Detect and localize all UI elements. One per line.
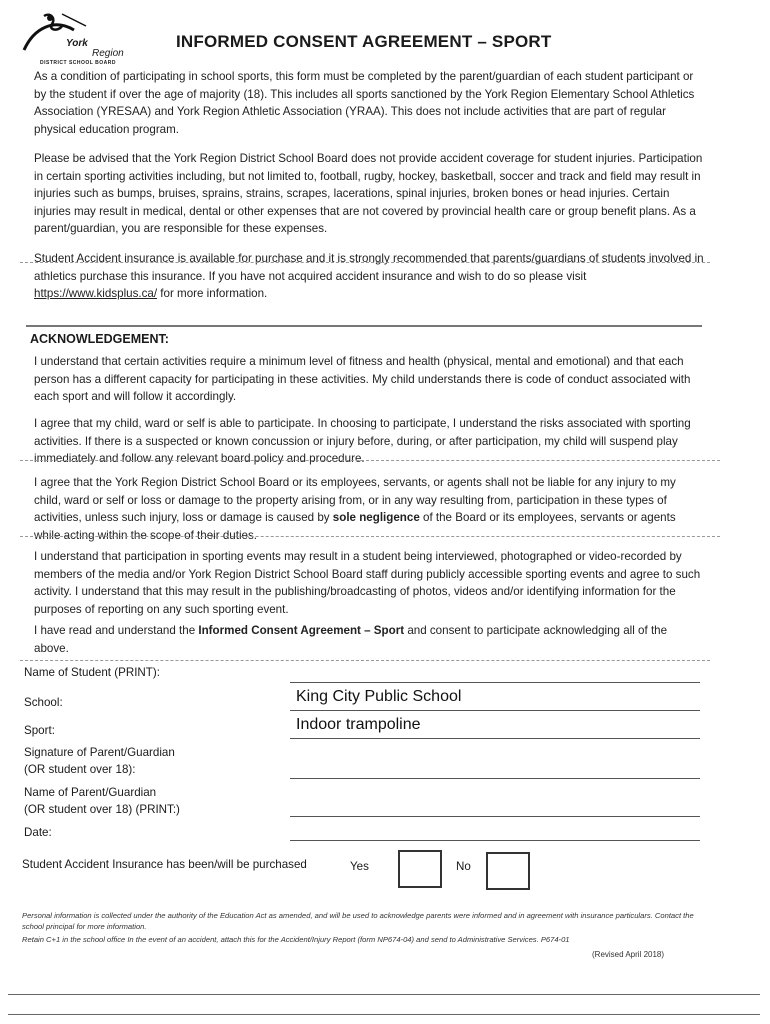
liability-text-after: of the Board or its employees, servants or agents while acting within the scope of their duties. (34, 511, 676, 542)
page-title: INFORMED CONSENT AGREEMENT – SPORT (176, 32, 552, 51)
school-value[interactable]: King City Public School (296, 688, 462, 705)
retention-notice: Retain C+1 in the school office In the event of an accident, attach this for the Accident/Injury Report (form NP674-04) and send to Administrative Services. P674-01 (22, 935, 570, 944)
student-name-field[interactable] (290, 682, 700, 683)
privacy-notice: Personal information is collected under the authority of the Education Act as amended, and will be used to acknowledge parents were informed and in agreement with insurance particulars. Contact the school principal for more information. (22, 911, 694, 931)
intro-paragraph-2: Please be advised that the York Region District School Board does not provide accident coverage for student injuries. Participation in certain sporting activities including, but not limited to, football, rugby, hockey, basketball, soccer and track and field may result in injuries such as bumps, bruises, sprains, strains, scrapes, lacerations, spinal injuries, broken bones or head injuries. Certain injuries may result in medical, dental or other expenses that are not covered by provincial health care or group benefit plans. As a parent/guardian, you are responsible for these expenses. (34, 152, 703, 235)
york-region-logo (14, 8, 134, 64)
yes-checkbox[interactable] (398, 850, 442, 888)
section-divider (26, 325, 702, 327)
guardian-name-label-line-2: (OR student over 18) (PRINT:) (24, 803, 180, 816)
logo-region-text: Region (92, 48, 124, 59)
school-label: School: (24, 696, 63, 709)
sole-negligence-text: sole negligence (332, 511, 420, 524)
guardian-name-field[interactable] (290, 816, 700, 817)
signature-label-line-2: (OR student over 18): (24, 763, 136, 776)
insurance-text-after: for more information. (157, 287, 268, 300)
consent-agreement-name: Informed Consent Agreement – Sport (198, 624, 405, 637)
ack-paragraph-consent (34, 622, 704, 657)
logo-york-text: York (66, 38, 88, 49)
sport-value[interactable]: Indoor trampoline (296, 716, 421, 733)
date-field[interactable] (290, 840, 700, 841)
revision-date: (Revised April 2018) (592, 950, 665, 959)
no-checkbox[interactable] (486, 852, 530, 890)
guardian-name-label-line-1: Name of Parent/Guardian (24, 786, 157, 799)
insurance-paragraph (34, 250, 704, 303)
ack-paragraph-liability (34, 474, 704, 544)
insurance-text-before: Student Accident insurance is available for purchase and it is strongly recommended that parents/guardians of students involved in athletics purchase this insurance. If you have not acquired accident insurance and wish to do so please visit (34, 252, 704, 283)
scan-dash-line (20, 262, 710, 263)
logo-board-text: DISTRICT SCHOOL BOARD (40, 60, 116, 66)
signature-label-line-1: Signature of Parent/Guardian (24, 746, 175, 759)
kidsplus-link[interactable]: https://www.kidsplus.ca/ (34, 287, 158, 300)
scan-dash-line (20, 536, 720, 537)
scan-dash-line (20, 660, 710, 661)
intro-paragraph-1: As a condition of participating in school sports, this form must be completed by the parent/guardian of each student participant or by the student if over the age of majority (18). This includes all sports sanctioned by the York Region Elementary School Athletics Association (YRESAA) and York Region Athletic Association (YRAA). This does not include activities that are part of regular physical education program. (34, 70, 695, 136)
ack-paragraph-fitness: I understand that certain activities require a minimum level of fitness and health (physical, mental and emotional) and that each person has a different capacity for participating in these activities. My child understands there is code of conduct associated with each sport and will follow it accordingly. (34, 355, 691, 403)
guardian-name-label (24, 784, 180, 818)
consent-text-after: and consent to participate acknowledging all of the above. (34, 624, 668, 655)
liability-text-before: I agree that the York Region District School Board or its employees, servants, or agents shall not be liable for any injury to my child, ward or self or loss or damage to the property arising from, or in any way resulting from, participation in these types of activities, unless such injury, loss or damage is caused by (34, 476, 676, 524)
school-field[interactable] (290, 710, 700, 711)
ack-paragraph-media: I understand that participation in sporting events may result in a student being interviewed, photographed or video-recorded by members of the media and/or York Region District School Board staff during publicly accessible sporting events and agree to such activity. I understand that this may result in the publishing/broadcasting of photos, videos and/or identifying information for the purposes of reporting on any such sporting event. (34, 550, 701, 616)
scan-dash-line (20, 460, 720, 461)
date-label: Date: (24, 826, 52, 839)
student-name-label: Name of Student (PRINT): (24, 666, 160, 679)
sport-label: Sport: (24, 724, 55, 737)
consent-text-before: I have read and understand the (34, 624, 199, 637)
no-label: No (456, 860, 471, 873)
acknowledgement-heading: ACKNOWLEDGEMENT: (30, 332, 169, 346)
bottom-rule (8, 994, 760, 995)
yes-label: Yes (350, 860, 369, 873)
ack-paragraph-risk: I agree that my child, ward or self is able to participate. In choosing to participate, I understand the risks associated with sporting activities. If there is a suspected or known concussion or injury before, during, or after participation, my child will suspend play immediately and follow any relevant board policy and procedure. (34, 417, 691, 465)
insurance-purchase-label: Student Accident Insurance has been/will be purchased (22, 858, 307, 871)
signature-field[interactable] (290, 778, 700, 779)
sport-field[interactable] (290, 738, 700, 739)
bottom-rule (8, 1014, 760, 1015)
signature-label (24, 744, 175, 778)
